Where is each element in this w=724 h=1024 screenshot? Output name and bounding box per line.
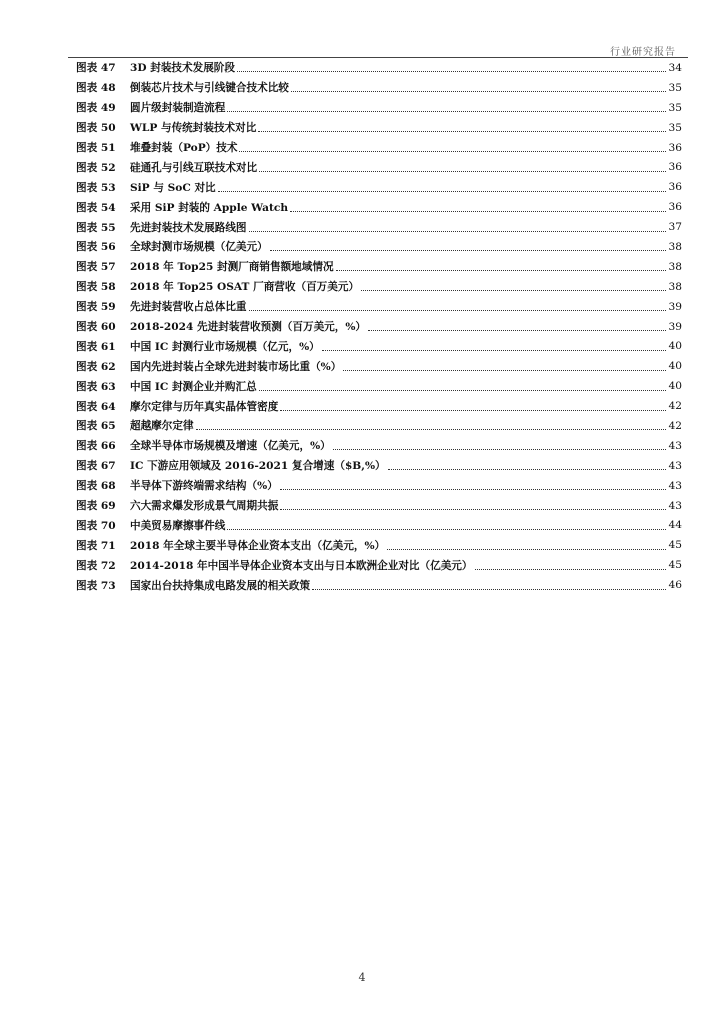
toc-entry-page: 43: [668, 479, 682, 492]
toc-entry-title: 超越摩尔定律: [130, 420, 194, 433]
toc-entry-label: 图表 63: [76, 380, 116, 393]
toc-entry-page: 36: [668, 181, 682, 194]
toc-entry-page: 45: [668, 539, 682, 552]
toc-dot-leader: [258, 131, 666, 132]
toc-entry-label: 图表 58: [76, 281, 116, 294]
toc-entry-label: 图表 65: [76, 420, 116, 433]
toc-entry-page: 43: [668, 499, 682, 512]
toc-entry[interactable]: [76, 336, 682, 356]
toc-entry-title: 2018 年全球主要半导体企业资本支出（亿美元，%）: [130, 539, 386, 552]
toc-dot-leader: [361, 290, 666, 291]
toc-entry[interactable]: [76, 356, 682, 376]
toc-entry-label: 图表 54: [76, 201, 116, 214]
toc-entry[interactable]: [76, 78, 682, 98]
toc-entry[interactable]: [76, 317, 682, 337]
toc-entry-label: 图表 48: [76, 82, 116, 95]
toc-entry-title: SiP 与 SoC 对比: [130, 181, 216, 194]
toc-entry-title: 3D 封装技术发展阶段: [130, 62, 235, 75]
toc-entry[interactable]: [76, 396, 682, 416]
toc-entry[interactable]: [76, 58, 682, 78]
toc-entry-label: 图表 61: [76, 340, 116, 353]
toc-entry-page: 38: [668, 260, 682, 273]
toc-entry-page: 46: [668, 579, 682, 592]
toc-entry[interactable]: [76, 217, 682, 237]
toc-entry-title: 2014-2018 年中国半导体企业资本支出与日本欧洲企业对比（亿美元）: [130, 559, 473, 572]
toc-dot-leader: [475, 569, 667, 570]
toc-entry-label: 图表 53: [76, 181, 116, 194]
toc-dot-leader: [336, 270, 666, 271]
figure-toc-list: [76, 58, 682, 595]
toc-entry[interactable]: [76, 157, 682, 177]
toc-entry[interactable]: [76, 376, 682, 396]
toc-entry[interactable]: [76, 98, 682, 118]
toc-entry-page: 38: [668, 280, 682, 293]
toc-entry-page: 43: [668, 439, 682, 452]
toc-entry[interactable]: [76, 575, 682, 595]
toc-dot-leader: [249, 310, 666, 311]
toc-entry-label: 图表 62: [76, 360, 116, 373]
toc-entry-label: 图表 70: [76, 519, 116, 532]
toc-entry-page: 36: [668, 141, 682, 154]
toc-dot-leader: [280, 410, 666, 411]
toc-dot-leader: [280, 489, 666, 490]
toc-entry[interactable]: [76, 118, 682, 138]
toc-entry[interactable]: [76, 555, 682, 575]
toc-entry-title: 堆叠封装（PoP）技术: [130, 142, 238, 154]
toc-entry-title: 国内先进封装占全球先进封装市场比重（%）: [130, 360, 342, 373]
toc-entry[interactable]: [76, 476, 682, 496]
toc-entry-page: 35: [668, 121, 682, 134]
toc-entry-title: IC 下游应用领域及 2016-2021 复合增速（$B,%）: [130, 460, 386, 473]
toc-dot-leader: [227, 111, 666, 112]
toc-entry[interactable]: [76, 456, 682, 476]
toc-entry-page: 40: [668, 380, 682, 393]
toc-entry-page: 40: [668, 360, 682, 373]
toc-entry[interactable]: [76, 436, 682, 456]
toc-entry-page: 39: [668, 320, 682, 333]
toc-entry-page: 40: [668, 340, 682, 353]
toc-dot-leader: [239, 151, 666, 152]
toc-entry-label: 图表 47: [76, 62, 116, 75]
toc-dot-leader: [291, 91, 666, 92]
toc-entry-title: 全球封测市场规模（亿美元）: [130, 241, 268, 254]
toc-dot-leader: [237, 71, 666, 72]
toc-entry-title: 采用 SiP 封装的 Apple Watch: [130, 201, 289, 214]
toc-dot-leader: [270, 250, 666, 251]
toc-entry[interactable]: [76, 237, 682, 257]
toc-entry-title: 全球半导体市场规模及增速（亿美元，%）: [130, 440, 331, 453]
toc-entry-page: 43: [668, 459, 682, 472]
toc-dot-leader: [290, 211, 666, 212]
toc-entry-title: 国家出台扶持集成电路发展的相关政策: [130, 579, 311, 592]
toc-entry-page: 35: [668, 81, 682, 94]
toc-entry[interactable]: [76, 138, 682, 158]
toc-entry-label: 图表 56: [76, 241, 116, 254]
toc-entry-page: 38: [668, 240, 682, 253]
toc-entry-label: 图表 68: [76, 480, 116, 493]
toc-entry[interactable]: [76, 535, 682, 555]
toc-entry-label: 图表 66: [76, 440, 116, 453]
toc-entry-label: 图表 52: [76, 161, 116, 174]
toc-entry-title: 圆片级封装制造流程: [130, 102, 226, 115]
toc-entry-label: 图表 59: [76, 301, 116, 314]
toc-entry[interactable]: [76, 177, 682, 197]
toc-entry-label: 图表 49: [76, 102, 116, 115]
toc-dot-leader: [322, 350, 666, 351]
toc-entry-title: 硅通孔与引线互联技术对比: [130, 161, 258, 174]
toc-entry-title: 2018 年 Top25 封测厂商销售额地域情况: [130, 261, 334, 274]
toc-entry[interactable]: [76, 197, 682, 217]
toc-entry-title: 中国 IC 封测行业市场规模（亿元，%）: [130, 340, 320, 353]
toc-dot-leader: [196, 429, 666, 430]
toc-entry-title: 先进封装营收占总体比重: [130, 301, 247, 314]
toc-entry-title: 中美贸易摩擦事件线: [130, 519, 226, 532]
toc-entry[interactable]: [76, 277, 682, 297]
toc-entry[interactable]: [76, 297, 682, 317]
toc-dot-leader: [388, 469, 666, 470]
toc-entry-label: 图表 72: [76, 559, 116, 572]
toc-dot-leader: [312, 589, 666, 590]
toc-entry-title: 六大需求爆发形成景气周期共振: [130, 500, 279, 513]
toc-entry-page: 36: [668, 201, 682, 214]
toc-entry[interactable]: [76, 416, 682, 436]
toc-entry-page: 35: [668, 101, 682, 114]
header-title: 行业研究报告: [610, 47, 676, 58]
toc-entry-label: 图表 50: [76, 122, 116, 135]
toc-dot-leader: [333, 449, 666, 450]
toc-entry-title: 2018 年 Top25 OSAT 厂商营收（百万美元）: [130, 281, 360, 294]
toc-entry-label: 图表 64: [76, 400, 116, 413]
toc-dot-leader: [218, 191, 666, 192]
toc-dot-leader: [280, 509, 666, 510]
toc-entry-label: 图表 71: [76, 539, 116, 552]
toc-entry-page: 42: [668, 400, 682, 413]
toc-entry-page: 39: [668, 300, 682, 313]
toc-dot-leader: [343, 370, 666, 371]
toc-entry-label: 图表 73: [76, 579, 116, 592]
toc-entry-page: 42: [668, 419, 682, 432]
toc-entry-label: 图表 60: [76, 321, 116, 334]
toc-entry-title: 先进封装技术发展路线图: [130, 221, 247, 234]
toc-dot-leader: [259, 390, 666, 391]
toc-dot-leader: [227, 529, 666, 530]
toc-entry-title: 2018-2024 先进封装营收预测（百万美元，%）: [130, 321, 367, 334]
toc-entry-page: 36: [668, 161, 682, 174]
toc-dot-leader: [387, 549, 666, 550]
toc-dot-leader: [259, 171, 666, 172]
toc-entry-title: 中国 IC 封测企业并购汇总: [130, 380, 257, 393]
toc-entry-page: 34: [668, 61, 682, 74]
toc-entry-page: 45: [668, 559, 682, 572]
toc-entry-title: WLP 与传统封装技术对比: [130, 122, 257, 135]
toc-entry-label: 图表 55: [76, 221, 116, 234]
toc-entry-title: 摩尔定律与历年真实晶体管密度: [130, 400, 279, 413]
toc-entry[interactable]: [76, 257, 682, 277]
toc-entry-page: 37: [668, 221, 682, 234]
toc-entry-title: 倒装芯片技术与引线键合技术比较: [130, 82, 289, 95]
toc-entry-label: 图表 51: [76, 142, 116, 154]
toc-entry-label: 图表 69: [76, 500, 116, 513]
page-number: 4: [358, 971, 366, 984]
toc-entry-label: 图表 67: [76, 460, 116, 473]
toc-entry[interactable]: [76, 496, 682, 516]
toc-entry[interactable]: [76, 515, 682, 535]
toc-entry-page: 44: [668, 519, 682, 532]
toc-dot-leader: [368, 330, 666, 331]
toc-dot-leader: [249, 231, 666, 232]
toc-entry-title: 半导体下游终端需求结构（%）: [130, 480, 278, 493]
toc-entry-label: 图表 57: [76, 261, 116, 274]
